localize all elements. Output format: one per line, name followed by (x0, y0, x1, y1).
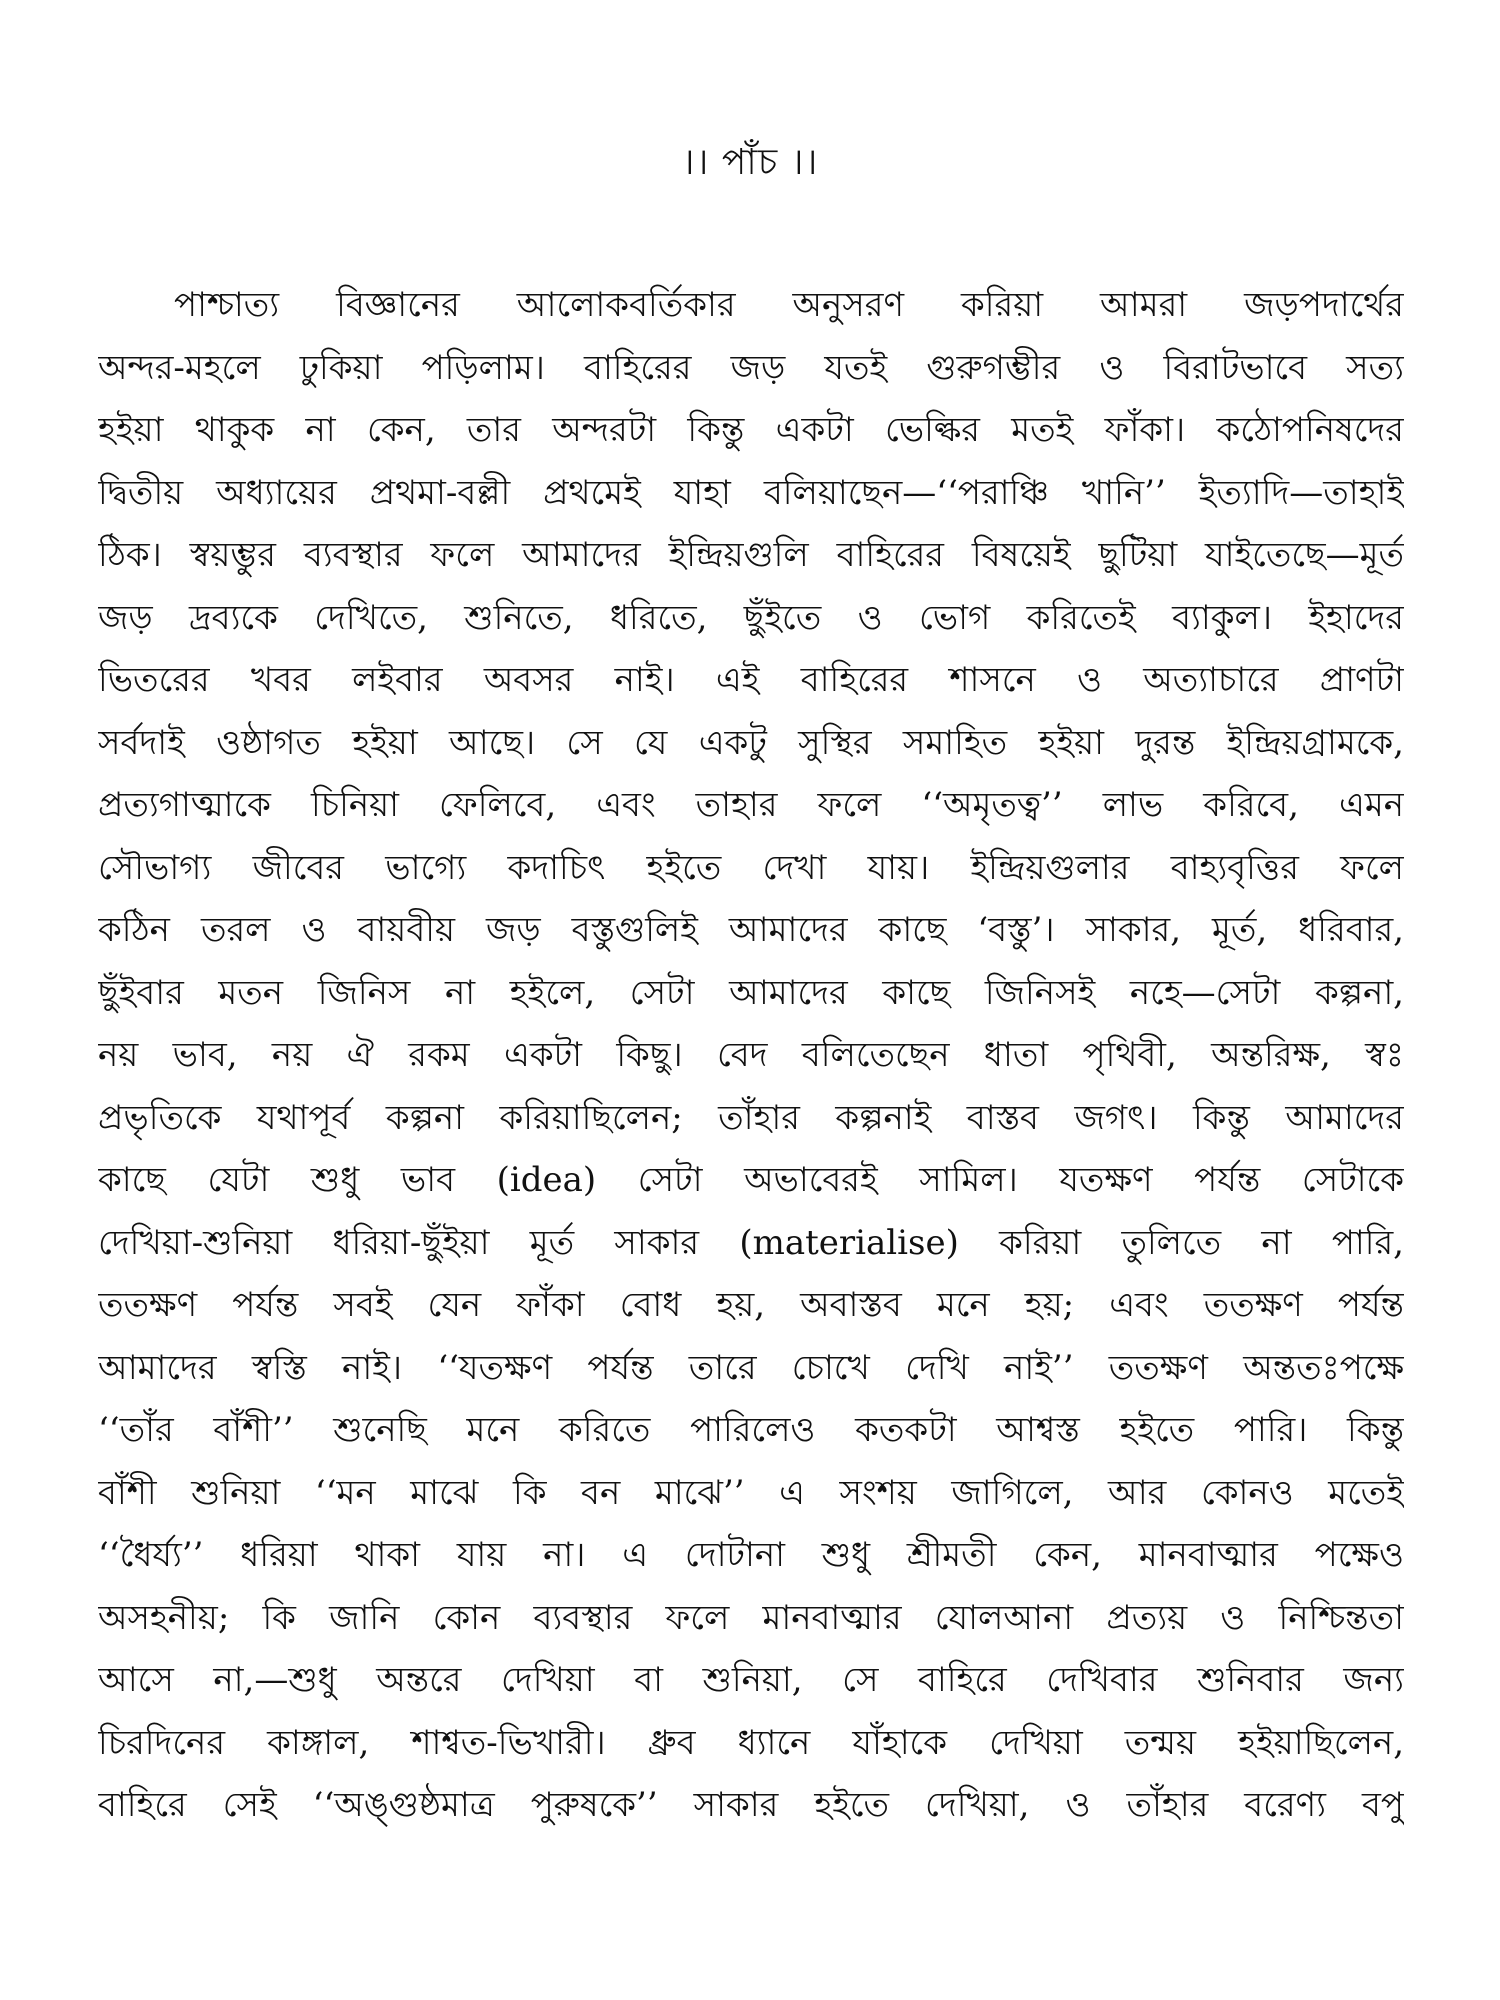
text-line: চিরদিনের কাঙ্গাল, শাশ্বত-ভিখারী। ধ্রুব ধ্যানে যাঁহাকে দেখিয়া তন্ময় হইয়াছিলেন, (98, 1722, 1404, 1763)
text-line: প্রভৃতিকে যথাপূর্ব কল্পনা করিয়াছিলেন; তাঁহার কল্পনাই বাস্তব জগৎ। কিন্তু আমাদের (98, 1097, 1404, 1138)
text-line: ‘‘তাঁর বাঁশী’’ শুনেছি মনে করিতে পারিলেও কতকটা আশ্বস্ত হইতে পারি। কিন্তু (98, 1410, 1404, 1450)
text-line: ছুঁইবার মতন জিনিস না হইলে, সেটা আমাদের কাছে জিনিসই নহে—সেটা কল্পনা, (98, 972, 1404, 1013)
text-line: সর্বদাই ওষ্ঠাগত হইয়া আছে। সে যে একটু সুস্থির সমাহিত হইয়া দুরন্ত ইন্দ্রিয়গ্রামকে, (98, 722, 1404, 763)
text-line: ততক্ষণ পর্যন্ত সবই যেন ফাঁকা বোধ হয়, অবাস্তব মনে হয়; এবং ততক্ষণ পর্যন্ত (98, 1285, 1404, 1325)
text-line: দ্বিতীয় অধ্যায়ের প্রথমা-বল্লী প্রথমেই যাহা বলিয়াছেন—‘‘পরাঞ্চি খানি’’ ইত্যাদি—তাহাই (98, 472, 1404, 513)
text-line: ‘‘ধৈর্য্য’’ ধরিয়া থাকা যায় না। এ দোটানা শুধু শ্রীমতী কেন, মানবাত্মার পক্ষেও (98, 1535, 1404, 1575)
text-line: প্রত্যগাত্মাকে চিনিয়া ফেলিবে, এবং তাহার ফলে ‘‘অমৃতত্ব’’ লাভ করিবে, এমন (98, 785, 1404, 825)
body-paragraph (98, 274, 1404, 1837)
text-line: বাঁশী শুনিয়া ‘‘মন মাঝে কি বন মাঝে’’ এ সংশয় জাগিলে, আর কোনও মতেই (98, 1472, 1404, 1513)
text-line: ভিতরের খবর লইবার অবসর নাই। এই বাহিরের শাসনে ও অত্যাচারে প্রাণটা (98, 660, 1404, 700)
text-line: অসহনীয়; কি জানি কোন ব্যবস্থার ফলে মানবাত্মার যোলআনা প্রত্যয় ও নিশ্চিন্ততা (98, 1597, 1404, 1638)
text-line: জড় দ্রব্যকে দেখিতে, শুনিতে, ধরিতে, ছুঁইতে ও ভোগ করিতেই ব্যাকুল। ইহাদের (98, 597, 1404, 638)
text-line: ঠিক। স্বয়ম্ভুর ব্যবস্থার ফলে আমাদের ইন্দ্রিয়গুলি বাহিরের বিষয়েই ছুটিয়া যাইতেছে—মূর্ত (98, 535, 1404, 575)
text-line: বাহিরে সেই ‘‘অঙ্গুষ্ঠমাত্র পুরুষকে’’ সাকার হইতে দেখিয়া, ও তাঁহার বরেণ্য বপু (98, 1785, 1404, 1825)
text-line: অন্দর-মহলে ঢুকিয়া পড়িলাম। বাহিরের জড় যতই গুরুগম্ভীর ও বিরাটভাবে সত্য (98, 347, 1404, 388)
text-line: পাশ্চাত্য বিজ্ঞানের আলোকবর্তিকার অনুসরণ করিয়া আমরা জড়পদার্থের (174, 285, 1404, 325)
text-line: নয় ভাব, নয় ঐ রকম একটা কিছু। বেদ বলিতেছেন ধাতা পৃথিবী, অন্তরিক্ষ, স্বঃ (98, 1035, 1404, 1075)
text-line: দেখিয়া-শুনিয়া ধরিয়া-ছুঁইয়া মূর্ত সাকার (materialise) করিয়া তুলিতে না পারি, (98, 1222, 1404, 1263)
chapter-heading: ।। পাঁচ ।। (681, 142, 819, 183)
text-line: কাছে যেটা শুধু ভাব (idea) সেটা অভাবেরই সামিল। যতক্ষণ পর্যন্ত সেটাকে (98, 1160, 1404, 1200)
text-line: আমাদের স্বস্তি নাই। ‘‘যতক্ষণ পর্যন্ত তারে চোখে দেখি নাই’’ ততক্ষণ অন্ততঃপক্ষে (98, 1347, 1404, 1388)
text-line: সৌভাগ্য জীবের ভাগ্যে কদাচিৎ হইতে দেখা যায়। ইন্দ্রিয়গুলার বাহ্যবৃত্তির ফলে (98, 847, 1404, 888)
text-line: কঠিন তরল ও বায়বীয় জড় বস্তুগুলিই আমাদের কাছে ‘বস্তু’। সাকার, মূর্ত, ধরিবার, (98, 910, 1404, 950)
text-line: হইয়া থাকুক না কেন, তার অন্দরটা কিন্তু একটা ভেল্কির মতই ফাঁকা। কঠোপনিষদের (98, 410, 1404, 450)
text-line: আসে না,—শুধু অন্তরে দেখিয়া বা শুনিয়া, সে বাহিরে দেখিবার শুনিবার জন্য (98, 1660, 1404, 1700)
